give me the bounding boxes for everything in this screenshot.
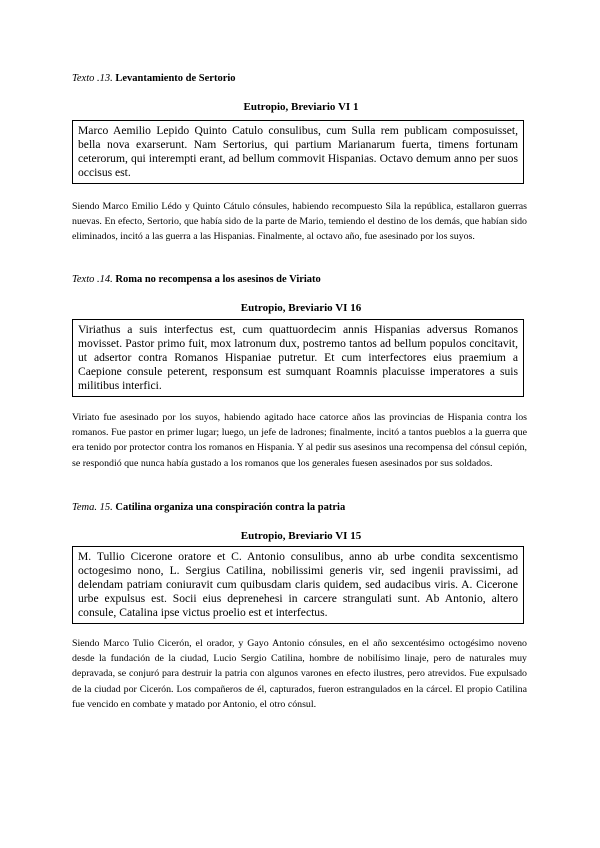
section-heading <box>72 72 236 85</box>
section-title: Roma no recompensa a los asesinos de Viriato <box>115 274 321 285</box>
latin-text-box: Viriathus a suis interfectus est, cum quattuordecim annis Hispanias adversus Romanos movisset. Pastor primo fuit, mox latronum dux, postremo tantos ad bellum populos concitavit, ut adsertor contra Romanos Hispaniae putretur. Et cum interfectores eius praemium a Caepione consule peterent, responsum est sumquant Roamnis placuisse imperatores a suis militibus interfici. <box>72 319 524 397</box>
section-label: Tema. 15. <box>72 502 113 513</box>
source-reference: Eutropio, Breviario VI 15 <box>240 530 362 542</box>
section-title: Catilina organiza una conspiración contra la patria <box>115 502 346 513</box>
latin-text-box: M. Tullio Cicerone oratore et C. Antonio consulibus, anno ab urbe condita sexcentismo octogesimo nono, L. Sergius Catilina, nobilissimi generis vir, sed ingenii pravissimi, ad delendam patriam coniuravit cum quibusdam claris quidem, sed audacibus viris. A. Cicerone urbe expulsus est. Socii eius deprenehesi in carcere strangulati sunt. Ab Antonio, altero consule, Catalina ipse victus proelio est et interfectus. <box>72 546 524 624</box>
latin-text-box: Marco Aemilio Lepido Quinto Catulo consulibus, cum Sulla rem publicam composuisset, bella nova exarserunt. Nam Sertorius, qui partium Marianarum fuerta, timens fortunam ceterorum, qui interempti erant, ad bellum commovit Hispanias. Octavo demum anno per suos occisus est. <box>72 120 524 184</box>
section-title: Levantamiento de Sertorio <box>115 73 236 84</box>
section-heading <box>72 501 345 514</box>
section-label: Texto .14. <box>72 274 113 285</box>
translation-paragraph: Viriato fue asesinado por los suyos, habiendo agitado hace catorce años las provincias de Hispania contra los romanos. Fue pastor en primer lugar; luego, un jefe de ladrones; finalmente, incitó a tantos pueblos a la guerra que era tenido por protector contra los romanos en Hispania. Y al pedir sus asesinos una recompensa del cónsul cepión, se respondió que nunca había gustado a los romanos que los generales fuesen asesinados por sus soldados. <box>72 412 527 469</box>
section-heading <box>72 273 321 286</box>
translation-paragraph: Siendo Marco Tulio Cicerón, el orador, y Gayo Antonio cónsules, en el año sexcentésimo octogésimo noveno desde la fundación de la ciudad, Lucio Sergio Catilina, hombre de nobilísimo linaje, pero de naturales muy depravada, se conjuró para destruir la patria con algunos varones en efecto ilustres, pero atrevidos. Fue expulsado de la ciudad por Cicerón. Los compañeros de él, capturados, fueron estrangulados en la cárcel. El propio Catilina fue vencido en combate y matado por Antonio, el otro cónsul. <box>72 638 527 710</box>
source-reference: Eutropio, Breviario VI 1 <box>243 101 359 113</box>
translation-paragraph: Siendo Marco Emilio Lédo y Quinto Cátulo cónsules, habiendo recompuesto Sila la república, estallaron guerras nuevas. En efecto, Sertorio, que había sido de la parte de Mario, temiendo el destino de los demás, que habían sido eliminados, incitó a las guerra a las Hispanias. Finalmente, al octavo año, fue asesinado por los suyos. <box>72 201 527 243</box>
source-reference: Eutropio, Breviario VI 16 <box>240 302 362 314</box>
section-label: Texto .13. <box>72 73 113 84</box>
